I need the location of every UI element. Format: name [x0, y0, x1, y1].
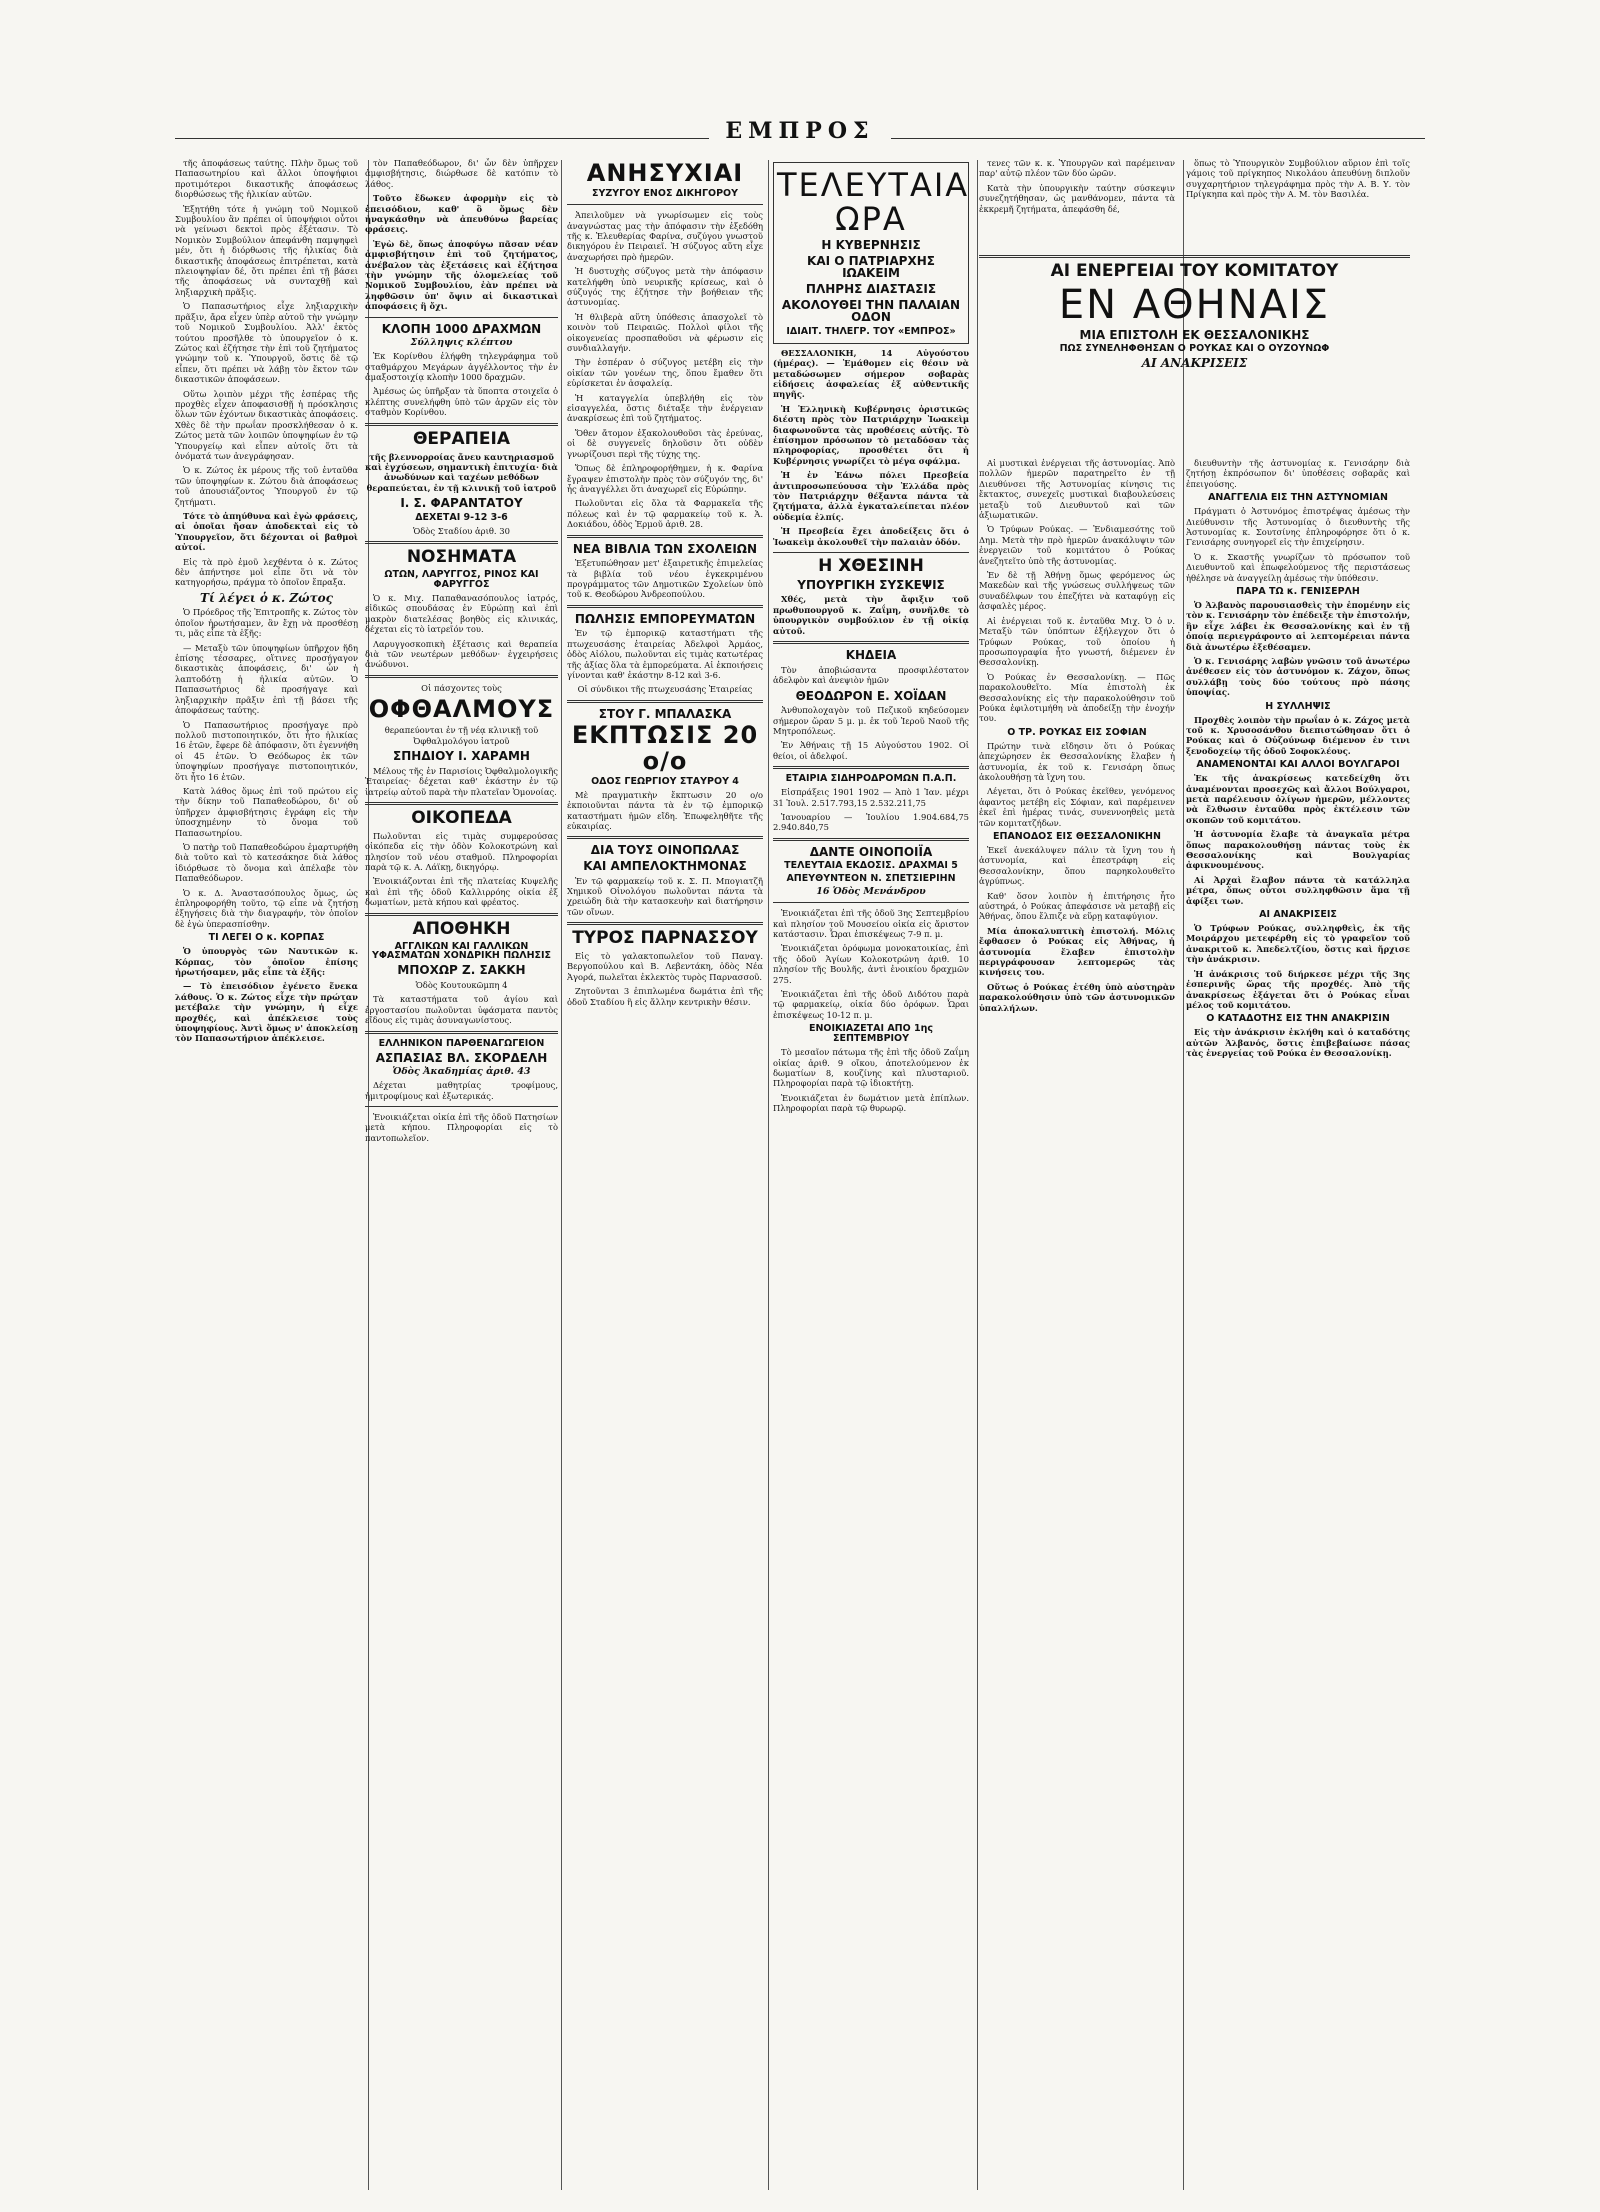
ad-headline: ΕΛΛΗΝΙΚΟΝ ΠΑΡΘΕΝΑΓΩΓΕΙΟΝ [378, 1037, 545, 1049]
headline: ΑΝΗΣΥΧΙΑΙ [586, 159, 744, 187]
article-paragraph: Ὁ Ἀλβανὸς παρουσιασθεὶς τὴν ἑπομένην εἰς τὸν κ. Γενισάρην τὸν ἐπέδειξε τὴν ἐπιστολήν, ἣν εἶχε λάβει ἐκ Θεσσαλονίκης καὶ ἐν τῇ ὁποίᾳ περιεγράφοντο αἱ λεπτομέρειαι πάντα διὰ ἀνωτέρω ἐξεθέσαμεν. [1186, 600, 1410, 652]
ad-signature: Οἱ σύνδικοι τῆς πτωχευσάσης Ἑταιρείας [577, 684, 753, 695]
ad-headline: ΑΠΟΘΗΚΗ [412, 918, 511, 939]
ad-text: Ἐνοικιάζεται ὀρόφωμα μονοκατοικίας, ἐπὶ τῆς ὁδοῦ Ἀγίων Κολοκοτρώνη ἀριθ. 10 πλησίον τῆς Βουλῆς, ἀντὶ ἐνοικίου δραχμῶν 275. [773, 943, 969, 985]
article-paragraph: Πράγματι ὁ Ἀστυνόμος ἐπιστρέψας ἀμέσως τὴν Διεύθυνσιν τῆς Ἀστυνομίας ὁ διευθυντὴς τῆς Ἀστυνομίας κ. Σουτσίνης ἐπληροφόρησε ὅτι ὁ κ. Γενισάρης συνηγορεῖ εἰς τὴν ἐπιχείρησιν. [1186, 506, 1410, 548]
article-paragraph: Ἡ δυστυχὴς σύζυγος μετὰ τὴν ἀπόφασιν κατελήφθη ὑπὸ νευρικῆς κρίσεως, καὶ ὁ σύζυγός της ἐζήτησε τὴν βοήθειαν τῆς ἀστυνομίας. [567, 266, 763, 308]
article-paragraph: Ὁ πατὴρ τοῦ Παπαθεοδώρου ἐμαρτυρήθη διὰ τοῦτο καὶ τὸ κατεσάκησε διὰ λάθος ἰδιόρθωσε τὸ ὄνομα καὶ ἀπέλαβε τὸν Παπαθεόδωρον. [175, 841, 358, 884]
article-paragraph: Ἡ θλιβερὰ αὕτη ὑπόθεσις ἀπασχολεῖ τὸ κοινὸν τοῦ Πειραιῶς. Πολλοὶ φίλοι τῆς οἰκογενείας προσπαθοῦσι νὰ φέρωσιν εἰς συνδιαλλαγήν. [567, 311, 763, 354]
ad-address: 16 Ὁδὸς Μενάνδρου [816, 886, 926, 898]
headline: Η ΧΘΕΣΙΝΗ [818, 556, 924, 577]
ad-subheadline: ΚΑΙ ΑΜΠΕΛΟΚΤΗΜΟΝΑΣ [583, 858, 747, 873]
separator [567, 605, 763, 608]
dateline: ΙΔΙΑΙΤ. ΤΗΛΕΓΡ. ΤΟΥ «ΕΜΠΡΟΣ» [786, 325, 956, 337]
ad-headline: ΘΕΡΑΠΕΙΑ [412, 428, 510, 449]
ad-address: Ὁδὸς Κουτουκῶμπη 4 [415, 980, 508, 991]
article-paragraph: Κατὰ λάθος ὅμως ἐπὶ τοῦ πρώτου εἰς τὴν δίκην τοῦ Παπαθεοδώρου, δι' οὗ ὑπῆρχεν ἀμφισβήτησις ἐγράφη εἰς τὴν ὑποσχημένην τὸ ὄνομα τοῦ Παπασωτηρίου. [175, 785, 358, 838]
article-paragraph: Κατὰ τὴν ὑπουργικὴν ταύτην σύσκεψιν συνεζητήθησαν, ὡς μανθάνομεν, πάντα τὰ ἐκκρεμῆ ζητήματα, ἀπεφάσθη δέ, [979, 182, 1175, 214]
columns [175, 158, 1410, 2198]
article-paragraph: Ὁ Πρόεδρος τῆς Ἐπιτροπῆς κ. Ζώτος τὸν ὁποῖον ἠρωτήσαμεν, ἂν ἔχῃ νὰ προσθέσῃ τι, μᾶς εἶπε τὰ ἑξῆς: [175, 607, 358, 639]
headline-line: ΑΚΟΛΟΥΘΕΙ ΤΗΝ ΠΑΛΑΙΑΝ ΟΔΟΝ [781, 297, 961, 325]
article-paragraph: Ἡ ἀνάκρισις τοῦ διήρκεσε μέχρι τῆς 3ης ἑσπερινῆς ὥρας τῆς προχθές. Ἀπὸ τῆς ἀνακρίσεως ἐξάγεται ὅτι ὁ Ρούκας εἶναι μέλος τοῦ κομιτάτου. [1186, 968, 1410, 1010]
ad-text: Ζητοῦνται 3 ἐπιπλωμένα δωμάτια ἐπὶ τῆς ὁδοῦ Σταδίου ἢ εἰς ἄλλην κεντρικὴν θέσιν. [567, 986, 763, 1007]
notice-text: Εἰσπράξεις 1901 1902 — Ἀπὸ 1 Ἰαν. μέχρι 31 Ἰουλ. 2.517.793,15 2.532.211,75 [773, 787, 969, 808]
article-paragraph: Ἡ καταγγελία ὑπεβλήθη εἰς τὸν εἰσαγγελέα, ὅστις διέταξε τὴν ἐνέργειαν ἀνακρίσεως ἐπὶ τοῦ ζητήματος. [567, 392, 763, 424]
article-paragraph: Ἡ Πρεσβεία ἔχει ἀποδείξεις ὅτι ὁ Ἰωακεὶμ ἀκολουθεῖ τὴν παλαιὰν ὁδόν. [773, 526, 969, 547]
article-paragraph: Ὁ Ρούκας ἐν Θεσσαλονίκῃ. — Πῶς παρακολουθεῖτο. Μία ἐπιστολὴ ἐκ Θεσσαλονίκης εἰς τὴν παρακολούθησιν τοῦ Ρούκα ἐφιλοτιμήθη νὰ ἀποδείξῃ τὴν ἐνοχήν του. [979, 671, 1175, 724]
ad-name: ΑΣΠΑΣΙΑΣ ΒΛ. ΣΚΟΡΔΕΛΗ [375, 1050, 548, 1065]
ad-headline: ΔΑΝΤΕ ΟΙΝΟΠΟΙΪΑ [809, 844, 933, 859]
article-paragraph: Αἱ μυστικαὶ ἐνέργειαι τῆς ἀστυνομίας. Ἀπὸ πολλῶν ἡμερῶν παρατηρεῖτο ἐν τῇ Διευθύνσει τῆς Ἀστυνομίας κίνησις τις ἔκτακτος, συνεχεῖς μυστικαὶ διαβουλεύσεις μεταξὺ τοῦ Διευθυντοῦ καὶ τῶν ἀξιωματικῶν. [979, 458, 1175, 521]
separator [567, 922, 763, 925]
article-paragraph: — Τὸ ἐπεισόδιον ἐγένετο ἕνεκα λάθους. Ὁ κ. Ζώτος εἶχε τὴν πρώταν μετέβαλε τὴν γνώμην, ἡ εἶχε προχθές, καὶ ἀπέκλεισε τοὺς ὑποψηφίους. Ἀντὶ ὅμως ν' ἀποκλείσῃ τὸν Παπασωτήριον ἀπέκλεισε. [175, 981, 358, 1044]
section-heading: ΑΙ ΑΝΑΚΡΙΣΕΙΣ [1259, 909, 1337, 921]
ad-text: Ἐνοικιάζεται ἐπὶ τῆς ὁδοῦ 3ης Σεπτεμβρίου καὶ πλησίον τοῦ Μουσείου οἰκία εἰς ἄριστον κατάστασιν. Ὧραι ἐπισκέψεως 7-9 π. μ. [773, 908, 969, 940]
article-paragraph: Ἐγὼ δὲ, ὅπως ἀποφύγω πᾶσαν νέαν ἀμφισβήτησιν ἐπὶ τοῦ ζητήματος, ἀνέβαλον τὰς ἐξετάσεις καὶ ἐζήτησα τὴν γνώμην τῆς ὁλομελείας τοῦ Νομικοῦ Συμβουλίου, ἐὰν πρέπει νὰ ληφθῶσιν ὑπ' ὄψιν αἱ δικαστικαὶ ἀποφάσεις ἢ ὄχι. [365, 238, 558, 312]
separator [365, 675, 558, 678]
ad-headline: ΤΥΡΟΣ ΠΑΡΝΑΣΣΟΥ [572, 928, 758, 949]
ad-subheadline: ΩΤΩΝ, ΛΑΡΥΓΓΟΣ, ΡΙΝΟΣ ΚΑΙ ΦΑΡΥΓΓΟΣ [384, 568, 539, 590]
ad-discount: ΕΚΠΤΩΣΙΣ 20 ο/ο [571, 721, 759, 775]
separator [773, 838, 969, 841]
headline: ΑΙ ΕΝΕΡΓΕΙΑΙ ΤΟΥ ΚΟΜΙΤΑΤΟΥ [1050, 261, 1339, 281]
article-paragraph: ὅπως τὸ Ὑπουργικὸν Συμβούλιον αὔριον ἐπὶ τοῖς γάμοις τοῦ πρίγκηπος Νικολάου ἀπευθύνῃ διπλοῦν συγχαρητήριον τηλεγράφημα πρὸς τὴν Α. Β. Υ. τὸν Πρίγκηπα καὶ πρὸς τὴν Α. Μ. τὸν Βασιλέα. [1186, 158, 1410, 200]
ad-text: Ἐν τῷ ἐμπορικῷ καταστήματι τῆς πτωχευσάσης ἑταιρείας Ἀδελφοὶ Ἀρμάος, ὁδὸς Αἰόλου, πωλοῦνται εἰς τιμὰς κατωτέρας τῆς ἀξίας ὅλα τὰ ἐμπορεύματα. Αἱ ἐκποιήσεις γίνονται καθ' ἑκάστην 8-12 καὶ 3-6. [567, 628, 763, 680]
separator [567, 204, 763, 205]
article-paragraph: Ὁ κ. Γενισάρης λαβὼν γνῶσιν τοῦ ἀνωτέρω ἀνέθεσεν εἰς τὸν ἀστυνόμον κ. Ζάχον, ὅπως συλλάβῃ τοὺς δύο τούτους πρὸ πάσης ὑποψίας. [1186, 656, 1410, 698]
ad-address: Ὁδὸς Σταδίου ἀριθ. 30 [413, 525, 510, 536]
separator [567, 836, 763, 839]
article-paragraph: Ὁ κ. Σκαστῆς γνωρίζων τὸ πρόσωπον τοῦ Διευθυντοῦ καὶ ἐπωφελούμενος τῆς περιστάσεως ἠθέλησε νὰ ἀναγγείλῃ ἀμέσως τὴν ὑπόθεσιν. [1186, 551, 1410, 583]
subheadline: ΑΙ ΑΝΑΚΡΙΣΕΙΣ [1141, 356, 1248, 371]
separator [773, 552, 969, 553]
ad-headline: ΝΟΣΗΜΑΤΑ [406, 547, 517, 568]
ad-hours: ΔΕΧΕΤΑΙ 9-12 3-6 [415, 511, 508, 523]
ad-address: Ὁδὸς Ἀκαδημίας ἀριθ. 43 [392, 1066, 531, 1078]
article-paragraph: Πρώτην τινὰ εἴδησιν ὅτι ὁ Ρούκας ἀπεχώρησεν ἐκ Θεσσαλονίκης ἔλαβεν ἡ ἀστυνομία, ἐκ τοῦ κ. Γενισάρη ὅπως ἀκολουθήσῃ τὰ ἴχνη του. [979, 740, 1175, 782]
ad-subheadline: ΤΕΛΕΥΤΑΙΑ ΕΚΔΟΣΙΣ. ΔΡΑΧΜΑΙ 5 [784, 860, 958, 872]
article-paragraph: Ὅθεν ἄτομον ἐξακολουθοῦσι τὰς ἐρεύνας, οἱ δὲ συγγενεῖς δηλοῦσιν ὅτι οὐδὲν γνωρίζουσι περὶ τῆς τύχης της. [567, 427, 763, 459]
ad-text: Ἐνοικιάζονται ἐπὶ τῆς πλατείας Κυψελῆς καὶ ἐπὶ τῆς ὁδοῦ Καλλιρρόης οἰκία ἐξ δωματίων, μετὰ κήπου καὶ φρέατος. [365, 876, 558, 908]
article-paragraph: Αἱ ἐνέργειαι τοῦ κ. ἐνταῦθα Μιχ. Ὀ ὁ ν. Μεταξὺ τῶν ὑπόπτων ἐξήλεγχον ὅτι ὁ Τρύφων Ρούκας, τοῦ ὁποίου ἡ προσωπογραφία ἦτο γνωστή, διέμενεν ἐν Θεσσαλονίκῃ. [979, 615, 1175, 668]
headline-box [773, 162, 969, 344]
article-paragraph: Ἀπειλοῦμεν νὰ γνωρίσωμεν εἰς τοὺς ἀναγνώστας μας τὴν ἀπόφασιν τὴν ἐξεδόθη τῆς κ. Ἑλευθερίας Φαρίνα, συζύγου γνωστοῦ δικηγόρου ἐν Πειραιεῖ. Ἡ σύζυγος αὕτη εἶχε ἀναχωρήσει πρὸ ἡμερῶν. [567, 210, 763, 262]
section-heading: Η ΣΥΛΛΗΨΙΣ [1265, 700, 1331, 712]
headline-line: ΠΛΗΡΗΣ ΔΙΑΣΤΑΣΙΣ [805, 281, 937, 296]
column-6-body [1186, 458, 1410, 2198]
article-paragraph: Ἐκ Κορίνθου ἐλήφθη τηλεγράφημα τοῦ σταθμάρχου Μεγάρων ἀγγέλλοντος τὴν ἐν ἀμαξοστοιχίᾳ κλοπὴν 1000 δραχμῶν. [365, 351, 558, 383]
ad-text: τῆς βλεννορροίας ἄνευ καυτηριασμοῦ καὶ ἐγχύσεων, σημαντικὴ ἐπιτυχία· διὰ ἀνωδύνων καὶ ταχέων μεθόδων θεραπεύεται, ἐν τῇ κλινικῇ τοῦ ἰατροῦ [365, 451, 558, 493]
headline: ΕΝ ΑΘΗΝΑΙΣ [1058, 281, 1331, 328]
subheadline: Σύλληψις κλέπτου [410, 337, 513, 349]
ad-text: Ἐξετυπώθησαν μετ' ἐξαιρετικῆς ἐπιμελείας τὰ βιβλία τοῦ νέου ἐγκεκριμένου προγράμματος τῶν Δημοτικῶν Σχολείων ὑπὸ τοῦ κ. Θεοδώρου Ἀνδρεοπούλου. [567, 558, 763, 600]
notice-headline: ΕΤΑΙΡΙΑ ΣΙΔΗΡΟΔΡΟΜΩΝ Π.Α.Π. [785, 773, 957, 785]
article-paragraph: Τοῦτο ἔδωκεν ἀφορμὴν εἰς τὸ ἐπεισόδιον, καθ' ὃ ὅμως δὲν ἠναγκάσθην νὰ ἀπευθύνω βαρείας φράσεις. [365, 193, 558, 235]
article-paragraph: τενες τῶν κ. κ. Ὑπουργῶν καὶ παρέμειναν παρ' αὐτῷ πλέον τῶν δύο ὡρῶν. [979, 158, 1175, 179]
section-heading: ΑΝΑΜΕΝΟΝΤΑΙ ΚΑΙ ΑΛΛΟΙ ΒΟΥΛΓΑΡΟΙ [1196, 759, 1400, 771]
article-paragraph: — Μεταξὺ τῶν ὑποψηφίων ὑπῆρχον ἤδη ἐπίσης τέσσαρες, οἵτινες προσήγαγον δικαστικὰς ἀποφάσεις, δι' ὧν ἡ λαπτοδότῃ ἡ ἡλικία αὐτῶν. Ὁ Παπασωτήριος δὲ προσήγαγε καὶ ληξιαρχικὴν πρᾶξιν ἐπὶ τῇ βάσει τῆς ἀποφάσεως ταύτης. [175, 642, 358, 716]
ad-headline: ΠΩΛΗΣΙΣ ΕΜΠΟΡΕΥΜΑΤΩΝ [574, 611, 756, 626]
notice-headline: ΚΗΔΕΙΑ [845, 648, 897, 663]
section-heading: Τί λέγει ὁ κ. Ζώτος [200, 590, 333, 605]
column-5-body [979, 458, 1175, 2198]
ad-text: Μέλους τῆς ἐν Παρισίοις Ὀφθαλμολογικῆς Ἑταιρείας· δέχεται καθ' ἑκάστην ἐν τῷ ἰατρείῳ αὐτοῦ παρὰ τὴν πλατεῖαν Ὁμονοίας. [365, 765, 558, 797]
article-paragraph: Μία ἀποκαλυπτικὴ ἐπιστολή. Μόλις ἔφθασεν ὁ Ρούκας εἰς Ἀθήνας, ἡ ἀστυνομία ἔλαβεν ἐπιστολὴν περιγράφουσαν λεπτομερῶς τὰς κινήσεις του. [979, 925, 1175, 978]
masthead [0, 118, 1600, 158]
ad-subheadline: ΑΠΕΥΘΥΝΤΕΟΝ Ν. ΣΠΕΤΣΙΕΡΙΗΝ [786, 873, 956, 885]
article-paragraph: Οὕτως ὁ Ρούκας ἐτέθη ὑπὸ αὐστηρὰν παρακολούθησιν ὑπὸ τῶν ἀστυνομικῶν ὑπαλλήλων. [979, 981, 1175, 1013]
ad-subheadline: ΑΓΓΛΙΚΩΝ ΚΑΙ ΓΑΛΛΙΚΩΝ ΥΦΑΣΜΑΤΩΝ ΧΟΝΔΡΙΚΗ ΠΩΛΗΣΙΣ [371, 940, 552, 962]
separator [567, 700, 763, 703]
ad-text: Εἰς τὸ γαλακτοπωλεῖον τοῦ Παναγ. Βεργοπούλου καὶ Β. Λεβεντάκη, ὁδὸς Νέα Ἀγορά, πωλεῖται ἐκλεκτὸς τυρὸς Παρνασσοῦ. [567, 951, 763, 982]
article-paragraph: Ὁ ὑπουργὸς τῶν Ναυτικῶν κ. Κόρπας, τὸν ὁποῖον ἐπίσης ἠρωτήσαμεν, μᾶς εἶπε τὰ ἑξῆς: [175, 946, 358, 977]
notice-name: ΘΕΟΔΩΡΟΝ Ε. ΧΟΪΔΑΝ [795, 688, 947, 703]
article-paragraph: Εἰς τὰ πρὸ ἐμοῦ λεχθέντα ὁ κ. Ζώτος δὲν ἀπήντησε μοὶ εἶπε ὅτι νὰ τὸν κατηγορήσω, πράγμα τὸ ὁποῖον ἔπραξα. [175, 556, 358, 588]
subheadline: ΣΥΖΥΓΟΥ ΕΝΟΣ ΔΙΚΗΓΟΡΟΥ [591, 188, 738, 200]
article-paragraph: Καθ' ὅσον λοιπὸν ἡ ἐπιτήρησις ἦτο αὐστηρά, ὁ Ρούκας ἀπεφάσισε νὰ μεταβῇ εἰς Ἀθήνας, ὅπου ἔλπιζε νὰ εὕρῃ καταφύγιον. [979, 890, 1175, 922]
article-paragraph: Χθές, μετὰ τὴν ἄφιξιν τοῦ πρωθυπουργοῦ κ. Ζαΐμη, συνῆλθε τὸ ὑπουργικὸν συμβούλιον ἐν τῇ οἰκίᾳ αὐτοῦ. [773, 594, 969, 636]
column-1 [175, 158, 358, 2198]
ad-text: Ἐνοικιάζεται ἐν δωμάτιον μετὰ ἐπίπλων. Πληροφορίαι παρὰ τῷ θυρωρῷ. [773, 1092, 969, 1114]
article-paragraph: τὸν Παπαθεόδωρον, δι' ὧν δὲν ὑπῆρχεν ἀμφισβήτησις, διώρθωσε δὲ κατόπιν τὸ λάθος. [365, 158, 558, 189]
subheadline: ΠΩΣ ΣΥΝΕΛΗΦΘΗΣΑΝ Ο ΡΟΥΚΑΣ ΚΑΙ Ο ΟΥΖΟΥΝΩΦ [1059, 343, 1330, 355]
article-paragraph: Πωλοῦνται εἰς ὅλα τὰ Φαρμακεῖα τῆς πόλεως καὶ ἐν τῷ φαρμακείῳ τοῦ κ. Ἀ. Δοκιάδου, ὁδὸς Ἑρμοῦ ἀριθ. 28. [567, 498, 763, 530]
article-paragraph: Ὁ Παπασωτήριος προσήγαγε πρὸ πολλοῦ πιστοποιητικόν, ὅτι ἦτο ἡλικίας 16 ἐτῶν, ἔφερε δὲ ἀπόφασιν, ὅτι ἐγεννήθη οἱ 45 ἐτῶν. Ὁ Θεόδωρος ἐκ τῶν ὑποψηφίων προσήγαγε πιστοποιητικόν, ὅτι ἦτο 16 ἐτῶν. [175, 719, 358, 782]
ad-headline: ΔΙΑ ΤΟΥΣ ΟΙΝΟΠΩΛΑΣ [590, 843, 740, 858]
subheadline: ΥΠΟΥΡΓΙΚΗ ΣΥΣΚΕΨΙΣ [797, 577, 945, 592]
article-paragraph: Ἐν δὲ τῇ Ἀθήνῃ ὅμως φερόμενος ὡς Μακεδὼν καὶ τῆς γνώσεως συλλήψεως τῶν συναδέλφων του ἐπεζήτει νὰ καταφύγῃ εἰς ἀσφαλὲς μέρος. [979, 570, 1175, 612]
article-paragraph: ΘΕΣΣΑΛΟΝΙΚΗ, 14 Αὐγούστου (ἡμέρας). — Ἐμάθομεν εἰς θέσιν νὰ μεταδώσωμεν σήμερον σοβαρὰς εἰδήσεις ἀσφαλείας ἐξ αὐθεντικῆς πηγῆς. [773, 347, 969, 400]
ad-name: Ι. Σ. ΦΑΡΑΝΤΑΤΟΥ [400, 496, 523, 511]
separator [365, 913, 558, 916]
ad-headline: ΕΝΟΙΚΙΑΖΕΤΑΙ ΑΠΟ 1ης ΣΕΠΤΕΜΒΡΙΟΥ [808, 1023, 934, 1045]
article-paragraph: Ἀμέσως ὡς ὑπῆρξαν τὰ ὕποπτα στοιχεῖα ὁ κλέπτης συνελήφθη ὑπὸ τῶν ἀρχῶν εἰς τὸν σταθμὸν Κορίνθου. [365, 386, 558, 418]
article-paragraph: Εἰς τὴν ἀνάκρισιν ἐκλήθη καὶ ὁ καταδότης αὐτῶν Ἀλβανός, ὅστις ἐπιβεβαίωσε πάσας τὰς ἐνεργείας τοῦ Ρούκα ἐν Θεσσαλονίκῃ. [1186, 1027, 1410, 1059]
section-heading: Ο ΚΑΤΑΔΟΤΗΣ ΕΙΣ ΤΗΝ ΑΝΑΚΡΙΣΙΝ [1206, 1013, 1390, 1025]
ad-headline: ΟΙΚΟΠΕΔΑ [411, 807, 512, 828]
ad-headline: ΟΦΘΑΛΜΟΥΣ [368, 695, 555, 724]
masthead-title: ΕΜΠΡΟΣ [709, 118, 890, 144]
article-paragraph: Ἐξητήθη τότε ἡ γνώμη τοῦ Νομικοῦ Συμβουλίου ἂν πρέπει οἱ ὑποψήφιοι οὗτοι νὰ γείνωσι δεκτοὶ πρὸς ἐξέτασιν. Τὸ Νομικὸν Συμβούλιον ἀπεφάνθη παμψηφεὶ μέν, ὅτι ἡ διόρθωσις τῆς ἡλικίας διὰ δικαστικῆς ἀποφάσεως ἐπιτρέπεται, κατὰ πλειοψηφίαν δέ, ὅτι πρέπει ἐπὶ τῇ βάσει τῆς ἀποφάσεως νὰ συνταχθῇ καὶ ληξιαρχικὴ πρᾶξις. [175, 203, 358, 297]
article-paragraph: Ἡ ἐν Ἐάνω πόλει Πρεσβεία ἀντιπροσωπεύουσα τὴν Ἑλλάδα πρὸς τὸν Πατριάρχην θέξαντα πάντα τὰ ζητήματα, ἀλλὰ ἐγκαταλείπεται πλέον οὐδεμία ἐλπίς. [773, 470, 969, 522]
article-paragraph: Ἡ ἀστυνομία ἔλαβε τὰ ἀναγκαῖα μέτρα ὅπως παρακολουθήσῃ πάντας τοὺς ἐκ Θεσσαλονίκης καὶ Βουλγαρίας ἀφικνουμένους. [1186, 829, 1410, 871]
article-paragraph: Ἐκ τῆς ἀνακρίσεως κατεδείχθη ὅτι ἀναμένονται προσεχῶς καὶ ἄλλοι Βούλγαροι, μετὰ παρέλευσιν ὀλίγων ἡμερῶν, μέλλοντες νὰ ἔλθωσιν ἐνταῦθα πρὸς ἐκτέλεσιν τῶν σκοπῶν τοῦ κομιτάτου. [1186, 773, 1410, 825]
headline: ΚΛΟΠΗ 1000 ΔΡΑΧΜΩΝ [381, 321, 542, 336]
headline-line: ΚΑΙ Ο ΠΑΤΡΙΑΡΧΗΣ ΙΩΑΚΕΙΜ [807, 253, 935, 281]
ad-name: ΣΠΗΔΙΟΥ Ι. ΧΑΡΑΜΗ [393, 749, 530, 764]
article-paragraph: Λέγεται, ὅτι ὁ Ρούκας ἐκεῖθεν, γενόμενος ἀφαντος μετέβη εἰς Σόφιαν, καὶ παρέμεινεν ἐκεῖ ἐπὶ ἡμέρας τινάς, συνεννοηθεὶς μετὰ τῶν κομιτατζήδων. [979, 786, 1175, 828]
section-heading: ΕΠΑΝΟΔΟΣ ΕΙΣ ΘΕΣΣΑΛΟΝΙΚΗΝ [993, 830, 1161, 842]
article-paragraph: Τὴν ἑσπέραν ὁ σύζυγος μετέβη εἰς τὴν οἰκίαν τῶν γονέων της, ὅπου ἔμαθεν ὅτι εὑρίσκεται ἐν ἀσφαλείᾳ. [567, 357, 763, 389]
notice-text: Ἀνθυπολοχαγὸν τοῦ Πεζικοῦ κηδεύσομεν σήμερον ὥραν 5 μ. μ. ἐκ τοῦ Ἱεροῦ Ναοῦ τῆς Μητροπόλεως. [773, 705, 969, 736]
article-paragraph: Οὕτω λοιπὸν μέχρι τῆς ἑσπέρας τῆς προχθὲς εἶχεν ἀποφασισθῇ ἡ πρόσκλησις ὅλων τῶν ἐχόντων δικαστικὰς ἀποφάσεις. Χθὲς δὲ τὴν πρωΐαν προσκλήθεσαν ὁ κ. Ζώτος μετὰ τῶν λοιπῶν ὑποψηφίων ἐν τῷ Ὑπουργείῳ καὶ εἶπεν αὐτοῖς ὅτι τὰ ὀνόματά των ἀνεγράφησαν. [175, 388, 358, 461]
ad-text: Οἱ πάσχοντες τοὺς [421, 682, 502, 693]
ad-text: Τὰ καταστήματα τοῦ ἀγίου καὶ ἐργοστασίου πωλοῦνται ὑφάσματα παντὸς εἴδους εἰς τιμὰς ἀσυναγωνίστους. [365, 994, 558, 1026]
ad-text: Ἐνοικιάζεται ἐπὶ τῆς ὁδοῦ Διδότου παρὰ τῷ φαρμακείῳ, οἰκία δύο ὀρόφων. Ὧραι ἐπισκέψεως 10-12 π. μ. [773, 989, 969, 1020]
column-2 [365, 158, 558, 2198]
separator [365, 317, 558, 318]
article-paragraph: Προχθὲς λοιπὸν τὴν πρωΐαν ὁ κ. Ζάχος μετὰ τοῦ κ. Χρυσοσάνθου διεπιστώθησαν ὅτι ὁ Ρούκας καὶ ὁ Οὐζούνωφ διέμενον ἐν τινι ξενοδοχείῳ τῆς ὁδοῦ Σοφοκλέους. [1186, 714, 1410, 756]
article-paragraph: Ὁ Τρύφων Ρούκας, συλληφθεὶς, ἐκ τῆς Μοιράρχου μετεφέρθη εἰς τὸ γραφεῖον τοῦ ἀνακριτοῦ κ. Ἀπεδελτζίου, ὅστις καὶ ἤρχισε τὴν ἀνάκρισιν. [1186, 923, 1410, 965]
headline: ΤΕΛΕΥΤΑΙΑ ΩΡΑ [777, 166, 969, 238]
article-paragraph: Τότε τὸ ἀπηύθυνα καὶ ἐγὼ φράσεις, αἱ ὁποῖαι ἤσαν ἀποδεκταὶ εἰς τὸ Ὑπουργεῖον, ὅτι δέχονται οἱ βαθμοὶ αὐτοί. [175, 511, 358, 553]
article-paragraph: Ὁ Παπασωτήριος εἶχε ληξιαρχικὴν πρᾶξιν, ἄρα εἶχεν ὑπὲρ αὐτοῦ τὴν γνώμην τοῦ Νομικοῦ Συμβουλίου. Ἀλλ' ἐκτὸς τούτου προσῆλθε τὸ ὑπουργεῖον ὁ κ. Ζώτος καὶ ἐζήτησε τὴν ἐπὶ τοῦ ζητήματος γνώμην τοῦ κ. Ὑπουργοῦ, ὅστις δὲ τῷ εἶπεν, ὅτι πρέπει νὰ λάβῃ τὸν ἕκτον τῶν δικαστικῶν ἀποφάσεων. [175, 301, 358, 385]
separator [365, 541, 558, 544]
ad-text: Ὁ κ. Μιχ. Παπαθανασόπουλος ἰατρός, εἰδικῶς σπουδάσας ἐν Εὐρώπῃ καὶ ἐπὶ μακρὸν διατελέσας βοηθὸς εἰς κλινικάς, δέχεται εἰς τὸ ἰατρεῖόν του. [365, 592, 558, 635]
column-3 [567, 158, 763, 2198]
notice-text: Ἰανουαρίου — Ἰουλίου 1.904.684,75 2.940.840,75 [773, 811, 969, 833]
article-paragraph: Ἡ Ἑλληνικὴ Κυβέρνησις ὁριστικῶς διέστη πρὸς τὸν Πατριάρχην Ἰωακεὶμ διαφωνοῦντα τὰς προθέσεις αὐτῆς. Τὸ ἐπίσημον πρόσωπον τὸ μεταδόσαν τὰς πληροφορίας, προσθέτει ὅτι ἡ Κυβέρνησις γνωρίζει τὸ μέγα σφάλμα. [773, 403, 969, 466]
article-paragraph: Ὁ κ. Δ. Ἀναστασόπουλος ὅμως, ὡς ἐπληροφορήθη τοῦτο, τῷ εἶπε νὰ ζητήσῃ ἐξηγήσεις διὰ τὴν διαγραφήν, τὸν ὁποῖον δὲ ἐγὼ ὑπερασπίσθην. [175, 887, 358, 929]
notice-text: Τὸν ἀποβιώσαντα προσφιλέστατον ἀδελφὸν καὶ ἀνεψιὸν ἡμῶν [773, 664, 969, 686]
wide-headline-block [979, 250, 1410, 373]
separator [773, 766, 969, 769]
article-paragraph: Ἐκεῖ ἀνεκάλυψεν πάλιν τὰ ἴχνη του ἡ ἀστυνομία, καὶ ἐπεστράφη εἰς Θεσσαλονίκην, ὅπου παρηκολουθεῖτο ἀγρύπνως. [979, 844, 1175, 887]
section-heading: ΤΙ ΛΕΓΕΙ Ο κ. ΚΟΡΠΑΣ [208, 932, 325, 944]
article-paragraph: Ὅπως δὲ ἐπληροφορήθημεν, ἡ κ. Φαρίνα ἔγραψεν ἐπιστολὴν πρὸς τὸν σύζυγόν της, δι' ἧς ἀναγγέλλει ὅτι ἀναχωρεῖ εἰς Εὐρώπην. [567, 463, 763, 494]
ad-text: θεραπεύονται ἐν τῇ νέᾳ κλινικῇ τοῦ Ὀφθαλμολόγου ἰατροῦ [384, 725, 539, 746]
separator [365, 1106, 558, 1107]
article-paragraph: τῆς ἀποφάσεως ταύτης. Πλὴν ὅμως τοῦ Παπασωτηρίου καὶ ἄλλοι ὑποψήφιοι προτιμότεροι δικαστικῆς ἀποφάσεως διορθώσεως τῆς ἡλικίαν αὐτῶν. [175, 158, 358, 200]
notice-text: Ἐν Ἀθήναις τῇ 15 Αὐγούστου 1902. Οἱ θείοι, οἱ ἀδελφοί. [773, 740, 969, 761]
subheadline: ΜΙΑ ΕΠΙΣΤΟΛΗ ΕΚ ΘΕΣΣΑΛΟΝΙΚΗΣ [1079, 327, 1310, 342]
column-4 [773, 158, 969, 2198]
separator [567, 535, 763, 538]
separator [365, 1031, 558, 1034]
ad-headline: ΣΤΟΥ Γ. ΜΠΑΛΑΣΚΑ [598, 706, 732, 721]
separator [979, 255, 1410, 258]
headline-line: Η ΚΥΒΕΡΝΗΣΙΣ [821, 238, 921, 253]
article-paragraph: Αἱ Ἀρχαὶ ἔλαβον πάντα τὰ κατάλληλα μέτρα, ὅπως οὗτοι συλληφθῶσιν ἅμα τῇ ἀφίξει των. [1186, 874, 1410, 906]
article-paragraph: Ὁ κ. Ζώτος ἐκ μέρους τῆς τοῦ ἐνταῦθα τῶν ὑποψηφίων κ. Ζώτου διὰ ἀποφάσεως τοῦ ἀπουσιάζοντος Ὑπουργοῦ ἐν τῷ ζητήματι. [175, 465, 358, 507]
ad-address: ΟΔΟΣ ΓΕΩΡΓΙΟΥ ΣΤΑΥΡΟΥ 4 [591, 775, 739, 787]
ad-headline: ΝΕΑ ΒΙΒΛΙΑ ΤΩΝ ΣΧΟΛΕΙΩΝ [572, 541, 758, 556]
separator [365, 423, 558, 426]
separator [773, 902, 969, 903]
separator [773, 641, 969, 644]
ad-text: Τὸ μεσαῖον πάτωμα τῆς ἐπὶ τῆς ὁδοῦ Ζαΐμη οἰκίας ἀριθ. 9 οἴκου, ἀποτελούμενον ἐκ δωματίων 8, κουζίνης καὶ πλυσταριοῦ. Πληροφορίαι παρὰ τῷ ἰδιοκτήτῃ. [773, 1047, 969, 1089]
ad-text: Πωλοῦνται εἰς τιμὰς συμφερούσας οἰκόπεδα εἰς τὴν ὁδὸν Κολοκοτρώνη καὶ πλησίον τοῦ νέου σταθμοῦ. Πληροφορίαι παρὰ τῷ κ. Α. Λάϊκῃ, δικηγόρῳ. [365, 830, 558, 873]
ad-name: ΜΠΟΧΩΡ Ζ. ΣΑΚΚΗ [397, 963, 526, 978]
separator [365, 802, 558, 805]
section-heading: Ο ΤΡ. ΡΟΥΚΑΣ ΕΙΣ ΣΟΦΙΑΝ [1007, 726, 1147, 738]
section-heading: ΑΝΑΓΓΕΛΙΑ ΕΙΣ ΤΗΝ ΑΣΤΥΝΟΜΙΑΝ [1208, 492, 1388, 504]
ad-text: Ἐν τῷ φαρμακείῳ τοῦ κ. Σ. Π. Μπογιατζῆ Χημικοῦ Οἰνολόγου πωλοῦνται πάντα τὰ χρειώδη διὰ τὴν κατασκευὴν καὶ διατήρησιν τῶν οἴνων. [567, 875, 763, 917]
ad-text: Ἐνοικιάζεται οἰκία ἐπὶ τῆς ὁδοῦ Πατησίων μετὰ κήπου. Πληροφορίαι εἰς τὸ παντοπωλεῖον. [365, 1112, 558, 1143]
ad-text: Δέχεται μαθητρίας τροφίμους, ἡμιτροφίμους καὶ ἐξωτερικάς. [365, 1080, 558, 1101]
ad-text: Μὲ πραγματικὴν ἔκπτωσιν 20 ο/ο ἐκποιοῦνται πάντα τὰ ἐν τῷ ἐμπορικῷ καταστήματι ἡμῶν εἴδη. Ἐπωφεληθῆτε τῆς εὐκαιρίας. [567, 789, 763, 831]
article-paragraph: διευθυντὴν τῆς ἀστυνομίας κ. Γενισάρην διὰ ζητήσῃ ἐκπρόσωπον δι' ὑποθέσεις σοβαρᾶς καὶ ἐπειγούσης. [1186, 458, 1410, 489]
ad-text: Λαρυγγοσκοπικὴ ἐξέτασις καὶ θεραπεία διὰ τῶν νεωτέρων μεθόδων· ἐγχειρήσεις ἀνώδυνοι. [365, 638, 558, 670]
article-paragraph: Ὁ Τρύφων Ρούκας. — Ἐνδιαμεσότης τοῦ Δημ. Μετὰ τὴν πρὸ ἡμερῶν ἀνακάλυψιν τῶν ἐνεργειῶν τοῦ κομιτάτου ὁ Ρούκας ἀνεζητεῖτο ὑπὸ τῆς ἀστυνομίας. [979, 524, 1175, 566]
section-heading: ΠΑΡΑ ΤΩ κ. ΓΕΝΙΣΕΡΛΗ [1236, 586, 1360, 598]
